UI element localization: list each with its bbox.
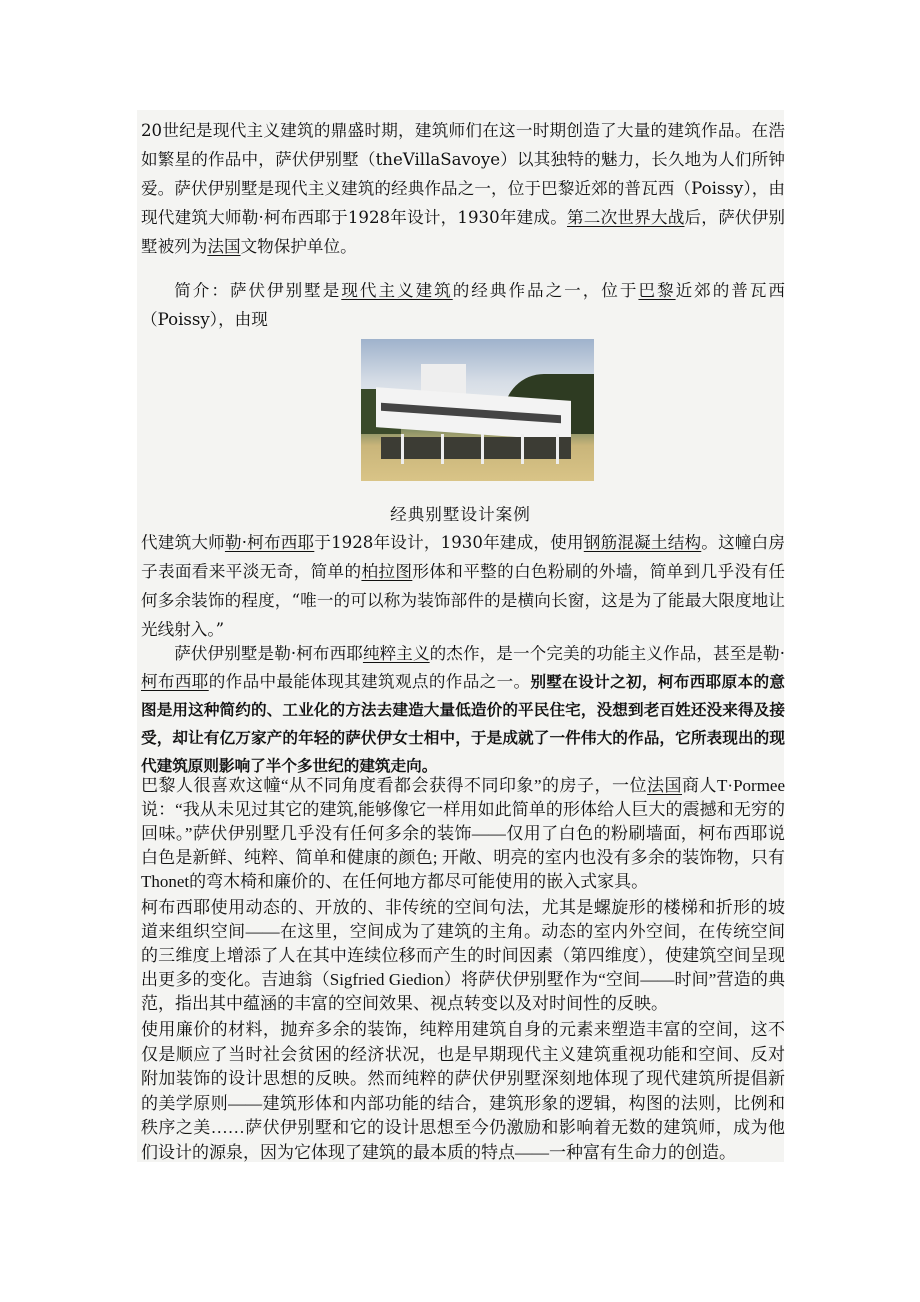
villa-savoye-photo xyxy=(361,339,594,481)
text-segment: 的经典作品之一，位于 xyxy=(452,281,639,300)
text-segment: 形体和平整的白色粉刷的外墙，简单到几乎没有任何多余装饰的程度，“唯一的可以称为装饰部件的是横向长窗，这是为了能最大限度地让光线射入。” xyxy=(141,562,786,639)
summary-paragraph xyxy=(141,276,785,334)
link-text[interactable]: 法国 xyxy=(647,776,683,795)
link-text[interactable]: 柏拉图 xyxy=(361,562,413,581)
text-segment: 于1928年设计，1930年建成，使用 xyxy=(314,533,584,552)
text-segment: 后，萨伏伊别墅被列为 xyxy=(141,208,786,256)
construction-paragraph xyxy=(141,528,785,644)
link-text[interactable]: 第二次世界大战 xyxy=(567,208,685,227)
link-text[interactable]: 钢筋混凝土结构 xyxy=(583,533,702,552)
materials-paragraph xyxy=(141,1018,785,1165)
text-segment: 萨伏伊别墅是勒·柯布西耶 xyxy=(174,644,363,663)
text-segment: 文物保护单位。 xyxy=(240,237,357,256)
text-segment: 商人T·Pormee说：“我从未见过其它的建筑,能够像它一样用如此简单的形体给人巨大的震撼和无穷的回味。”萨伏伊别墅几乎没有任何多余的装饰——仅用了白色的粉刷墙面，柯布西耶说白色是新鲜、纯粹、简单和健康的颜色; 开敞、明亮的室内也没有多余的装饰物，只有Thonet的弯木椅和廉价的、在任何地方都尽可能使用的嵌入式家具。 xyxy=(141,776,786,891)
text-segment: 。这幢白房子表面看来平淡无奇，简单的 xyxy=(141,533,786,581)
text-segment: 使用廉价的材料，抛弃多余的装饰，纯粹用建筑自身的元素来塑造丰富的空间，这不仅是顺应了当时社会贫困的经济状况，也是早期现代主义建筑重视功能和空间、反对附加装饰的设计思想的反映。然而纯粹的萨伏伊别墅深刻地体现了现代建筑所提倡新的美学原则——建筑形体和内部功能的结合，建筑形象的逻辑，构图的法则，比例和秩序之美……萨伏伊别墅和它的设计思想至今仍激励和影响着无数的建筑师，成为他们设计的源泉，因为它体现了建筑的最本质的特点——一种富有生命力的创造。 xyxy=(141,1020,785,1162)
link-text[interactable]: 法国 xyxy=(207,237,241,256)
link-text[interactable]: 勒·柯布西耶 xyxy=(224,533,315,552)
text-segment: 代建筑大师 xyxy=(141,533,225,552)
link-text[interactable]: 柯布西耶 xyxy=(141,672,209,691)
text-segment: 巴黎人很喜欢这幢“从不同角度看都会获得不同印象”的房子，一位 xyxy=(141,776,648,795)
text-segment: 20世纪是现代主义建筑的鼎盛时期，建筑师们在这一时期创造了大量的建筑作品。在浩如繁星的作品中，萨伏伊别墅（theVillaSavoye）以其独特的魅力，长久地为人们所钟爱。萨伏伊别墅是现代主义建筑的经典作品之一，位于巴黎近郊的普瓦西（Poissy），由现代建筑大师勒·柯布西耶于1928年设计，1930年建成。 xyxy=(141,121,785,227)
text-segment: 柯布西耶使用动态的、开放的、非传统的空间句法，尤其是螺旋形的楼梯和折形的坡道来组织空间——在这里，空间成为了建筑的主角。动态的室内外空间，在传统空间的三维度上增添了人在其中连续位移而产生的时间因素（第四维度），使建筑空间呈现出更多的变化。吉迪翁（Sigfried Giedion）将萨伏伊别墅作为“空间——时间”营造的典范，指出其中蕴涵的丰富的空间效果、视点转变以及对时间性的反映。 xyxy=(141,898,785,1013)
document-page xyxy=(137,110,784,1162)
link-text[interactable]: 纯粹主义 xyxy=(362,644,430,663)
text-segment: 的作品中最能体现其建筑观点的作品之一。 xyxy=(208,672,531,691)
text-segment: 简介：萨伏伊别墅是 xyxy=(174,281,342,300)
text-segment: 的杰作，是一个完美的功能主义作品，甚至是勒· xyxy=(429,644,785,663)
link-text[interactable]: 现代主义建筑 xyxy=(341,281,453,300)
figure-caption: 经典别墅设计案例 xyxy=(390,505,531,524)
space-paragraph xyxy=(141,896,785,1016)
link-text[interactable]: 巴黎 xyxy=(638,281,676,300)
text-segment: 近郊的普瓦西（Poissy），由现 xyxy=(141,281,786,329)
purism-paragraph xyxy=(141,640,785,780)
bold-text: 别墅在设计之初，柯布西耶原本的意图是用这种简约的、工业化的方法去建造大量低造价的平民住宅，没想到老百姓还没来得及接受，却让有亿万家产的年轻的萨伏伊女士相中，于是成就了一件伟大的作品，它所表现出的现代建筑原则影响了半个多世纪的建筑走向。 xyxy=(141,673,786,775)
pormee-quote-paragraph xyxy=(141,774,785,894)
intro-paragraph xyxy=(141,116,785,261)
